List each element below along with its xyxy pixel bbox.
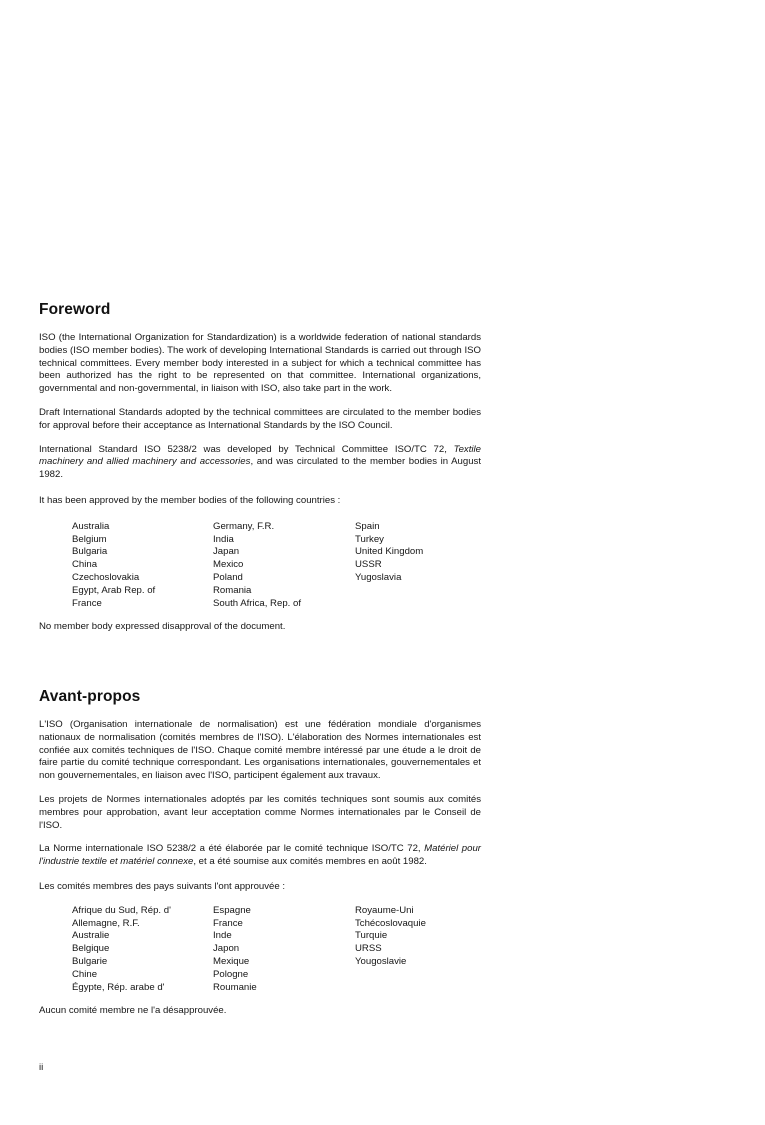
avant-propos-countries-col-3 bbox=[355, 905, 426, 995]
country: Roumanie bbox=[213, 981, 257, 993]
avant-propos-p3-text-a: La Norme internationale ISO 5238/2 a été élaborée par le comité technique ISO/TC 72, bbox=[39, 843, 425, 855]
country: Belgique bbox=[72, 943, 110, 955]
foreword-p3-text-a: International Standard ISO 5238/2 was developed by Technical Committee ISO/TC 72, bbox=[39, 443, 454, 455]
foreword-countries-col-2 bbox=[213, 521, 355, 611]
country: Bulgaria bbox=[72, 546, 108, 558]
country: Pologne bbox=[213, 968, 249, 980]
country: Royaume-Uni bbox=[355, 904, 414, 916]
country: South Africa, Rep. of bbox=[213, 597, 301, 609]
avant-propos-p3-text-b: , et a été soumise aux comités membres en août 1982. bbox=[193, 856, 427, 868]
country: Egypt, Arab Rep. of bbox=[72, 584, 156, 596]
country: Turquie bbox=[355, 930, 388, 942]
foreword-paragraph-2: Draft International Standards adopted by the technical committees are circulated to the member bodies for approval before their acceptance as International Standards by the ISO Council. bbox=[39, 406, 481, 431]
country: Égypte, Rép. arabe d' bbox=[72, 981, 165, 993]
country: Australia bbox=[72, 520, 110, 532]
country: Espagne bbox=[213, 904, 251, 916]
country: Poland bbox=[213, 571, 243, 583]
country: France bbox=[72, 597, 102, 609]
foreword-p3-text-b: , and was circulated to the member bodies in August 1982. bbox=[39, 456, 481, 481]
country: Inde bbox=[213, 930, 232, 942]
country: Spain bbox=[355, 520, 380, 532]
country: United Kingdom bbox=[355, 546, 424, 558]
country: Romania bbox=[213, 584, 252, 596]
country: USSR bbox=[355, 559, 382, 571]
country: Tchécoslovaquie bbox=[355, 917, 426, 929]
foreword-section bbox=[39, 301, 481, 634]
foreword-paragraph-4: It has been approved by the member bodies of the following countries : bbox=[39, 494, 341, 506]
avant-propos-countries-col-1 bbox=[72, 905, 213, 995]
avant-propos-country-list bbox=[72, 905, 481, 995]
avant-propos-section bbox=[39, 688, 481, 1018]
foreword-countries-col-1 bbox=[72, 521, 213, 611]
country: Yugoslavia bbox=[355, 571, 402, 583]
country: Afrique du Sud, Rép. d' bbox=[72, 904, 171, 916]
page-number: ii bbox=[39, 1062, 44, 1073]
avant-propos-paragraph-5: Aucun comité membre ne l'a désapprouvée. bbox=[39, 1005, 227, 1017]
country: India bbox=[213, 533, 234, 545]
country: China bbox=[72, 559, 98, 571]
country: Belgium bbox=[72, 533, 107, 545]
foreword-country-list bbox=[72, 521, 481, 611]
foreword-paragraph-5: No member body expressed disapproval of the document. bbox=[39, 621, 286, 633]
foreword-countries-col-3 bbox=[355, 521, 423, 611]
country: Bulgarie bbox=[72, 955, 108, 967]
country: Mexico bbox=[213, 559, 244, 571]
avant-propos-paragraph-4: Les comités membres des pays suivants l'ont approuvée : bbox=[39, 880, 286, 892]
country: Turkey bbox=[355, 533, 384, 545]
foreword-paragraph-1: ISO (the International Organization for Standardization) is a worldwide federation of national standards bodies (ISO member bodies). The work of developing International Standards is carried out through ISO technical committees. Every member body interested in a subject for which a technical committee has been authorized has the right to be represented on that committee. International organizations, governmental and non-governmental, in liaison with ISO, also take part in the work. bbox=[39, 332, 481, 395]
country: Japan bbox=[213, 546, 240, 558]
country: Allemagne, R.F. bbox=[72, 917, 140, 929]
country: France bbox=[213, 917, 243, 929]
country: Germany, F.R. bbox=[213, 520, 275, 532]
country: Australie bbox=[72, 930, 110, 942]
country: Japon bbox=[213, 943, 240, 955]
avant-propos-title: Avant-propos bbox=[39, 688, 141, 705]
foreword-title: Foreword bbox=[39, 301, 111, 318]
country: Chine bbox=[72, 968, 98, 980]
avant-propos-paragraph-3 bbox=[39, 843, 481, 869]
avant-propos-paragraph-2: Les projets de Normes internationales adoptés par les comités techniques sont soumis aux comités membres pour approbation, avant leur acceptation comme Normes internationales par le Conseil de l'ISO. bbox=[39, 793, 481, 831]
avant-propos-countries-col-2 bbox=[213, 905, 355, 995]
country: URSS bbox=[355, 943, 382, 955]
country: Mexique bbox=[213, 955, 250, 967]
country: Yougoslavie bbox=[355, 955, 407, 967]
country: Czechoslovakia bbox=[72, 571, 140, 583]
foreword-paragraph-3 bbox=[39, 444, 481, 482]
avant-propos-committee-title: Matériel pour l'industrie textile et matériel connexe bbox=[39, 843, 481, 868]
avant-propos-paragraph-1: L'ISO (Organisation internationale de normalisation) est une fédération mondiale d'organismes nationaux de normalisation (comités membres de l'ISO). L'élaboration des Normes internationales est confiée aux comités techniques de l'ISO. Chaque comité membre intéressé par une étude a le droit de faire partie du comité technique correspondant. Les organisations internationales, gouvernementales et non gouvernementales, en liaison avec l'ISO, participent également aux travaux. bbox=[39, 719, 481, 782]
foreword-committee-title: Textile machinery and allied machinery and accessories bbox=[39, 443, 481, 468]
